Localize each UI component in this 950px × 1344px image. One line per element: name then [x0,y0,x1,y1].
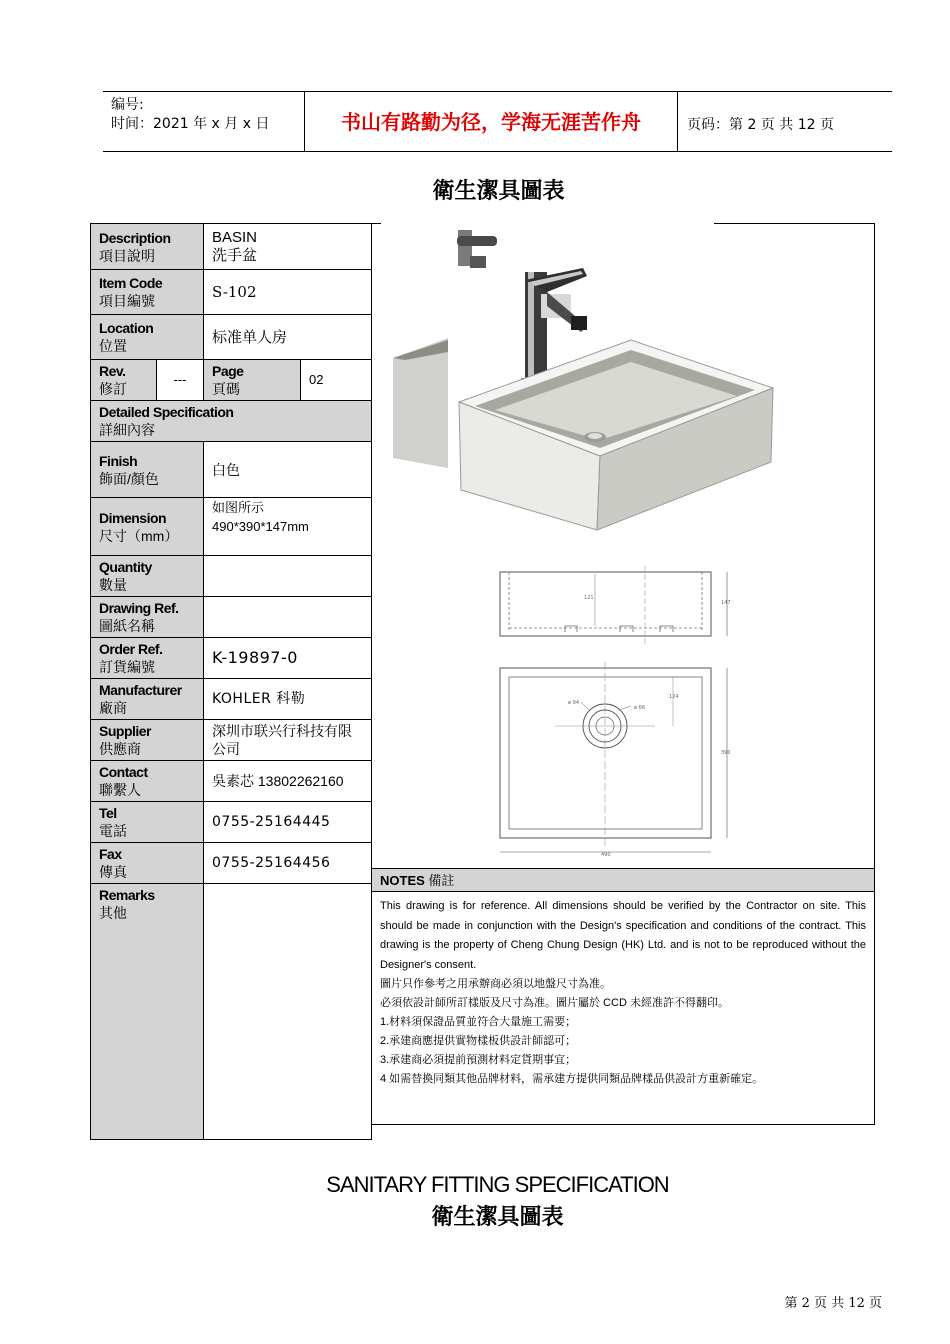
row-detailed-spec [91,401,372,442]
row-supplier [91,720,372,761]
notes-item-2: 2.承建商應提供實物樣板供設計師認可； [380,1035,577,1047]
quantity-value [204,556,372,597]
plan-view-drawing [495,662,745,862]
drawing-ref-value [204,597,372,638]
notes-line-cn-1: 圖片只作參考之用承辦商必須以地盤尺寸為准。 [380,978,611,990]
detailed-spec-label: Detailed Specification 詳細內容 [91,401,372,442]
header-top-rule [103,91,892,92]
dimension-value: 如图所示 490*390*147mm [204,498,372,556]
contact-label: Contact 聯繫人 [91,761,204,802]
tel-label: Tel 電話 [91,802,204,843]
remarks-value [204,884,372,1140]
row-finish [91,442,372,498]
rev-label: Rev. 修訂 [91,360,157,401]
dim-d66: ø 66 [634,705,646,711]
notes-paragraph-en: This drawing is for reference. All dimensions should be verified by the Contractor on site. This should be made in conjunction with the Design's specification and conditions of the contract. This drawing is the property of Cheng Chung Design (HK) Ltd. and is not to be reproduced without the Designer's consent. [380,900,866,971]
quantity-label: Quantity 數量 [91,556,204,597]
manufacturer-value: KOHLER 科勒 [204,679,372,720]
dim-147: 147 [721,600,731,606]
fax-label: Fax 傳真 [91,843,204,884]
bottom-title-en: SANITARY FITTING SPECIFICATION [326,1172,669,1197]
spec-table [90,223,372,1140]
row-tel [91,802,372,843]
dim-490: 490 [601,852,611,858]
notes-item-1: 1.材料須保證品質並符合大量施工需要； [380,1016,577,1028]
notes-item-3: 3.承建商必須提前預測材料定貨期事宜； [380,1054,577,1066]
item-code-value: S-102 [204,270,372,315]
row-fax [91,843,372,884]
row-dimension [91,498,372,556]
row-rev-page [91,360,372,401]
finish-label: Finish 飾面/顏色 [91,442,204,498]
tel-value: 0755-25164445 [204,802,372,843]
page-label: 页码：第 2 页 共 12 页 [687,117,834,133]
notes-title-cn: 備註 [428,873,455,888]
row-location [91,315,372,360]
time-label: 时间：2021 年 x 月 x 日 [111,116,270,132]
finish-value: 白色 [204,442,372,498]
order-ref-label: Order Ref. 訂貨編號 [91,638,204,679]
side-elevation-drawing [495,566,745,646]
bottom-title-cn: 衛生潔具圖表 [431,1205,564,1230]
row-drawing-ref [91,597,372,638]
notes-item-4: 4 如需替換同類其他品牌材料，需承建方提供同類品牌樣品供設計方重新確定。 [380,1073,764,1085]
notes-body [380,897,866,1089]
dim-124: 124 [669,694,679,700]
page-field-value: 02 [301,360,372,401]
basin-icon [459,340,773,530]
header-bottom-rule [103,151,892,152]
basin-photo [385,228,775,538]
drawing-ref-label: Drawing Ref. 圖紙名稱 [91,597,204,638]
supplier-value: 深圳市联兴行科技有限公司 [204,720,372,761]
fax-value: 0755-25164456 [204,843,372,884]
order-ref-value: K-19897-0 [204,638,372,679]
row-order-ref [91,638,372,679]
manufacturer-label: Manufacturer 廠商 [91,679,204,720]
serial-label: 编号: [111,97,144,113]
location-label: Location 位置 [91,315,204,360]
row-manufacturer [91,679,372,720]
notes-title-en: NOTES [380,873,425,888]
row-description [91,224,372,270]
description-value: BASIN 洗手盆 [204,224,372,270]
dim-121: 121 [584,595,594,601]
panel-top-rule-right [714,223,874,224]
page-title: 衛生潔具圖表 [432,179,565,204]
notes-line-cn-2: 必須依設計師所訂樣版及尺寸為准。圖片屬於 CCD 未經准許不得翻印。 [380,997,729,1009]
page-field-label: Page 頁碼 [204,360,301,401]
item-code-label: Item Code 項目編號 [91,270,204,315]
row-item-code [91,270,372,315]
rev-value: --- [157,360,204,401]
row-contact [91,761,372,802]
dimension-label: Dimension 尺寸（mm） [91,498,204,556]
header-motto: 书山有路勤为径，学海无涯苦作舟 [341,110,641,134]
description-label: Description 項目說明 [91,224,204,270]
row-quantity [91,556,372,597]
contact-value: 吳素芯 13802262160 [204,761,372,802]
dim-d94: ø 94 [568,700,580,706]
header-separator-right [677,91,678,151]
supplier-label: Supplier 供應商 [91,720,204,761]
panel-top-rule-left [371,223,381,224]
notes-header [372,868,874,892]
page-footer: 第 2 页 共 12 页 [784,1296,882,1311]
row-remarks [91,884,372,1140]
dim-390: 390 [721,750,731,756]
location-value: 标准单人房 [204,315,372,360]
remarks-label: Remarks 其他 [91,884,204,1140]
